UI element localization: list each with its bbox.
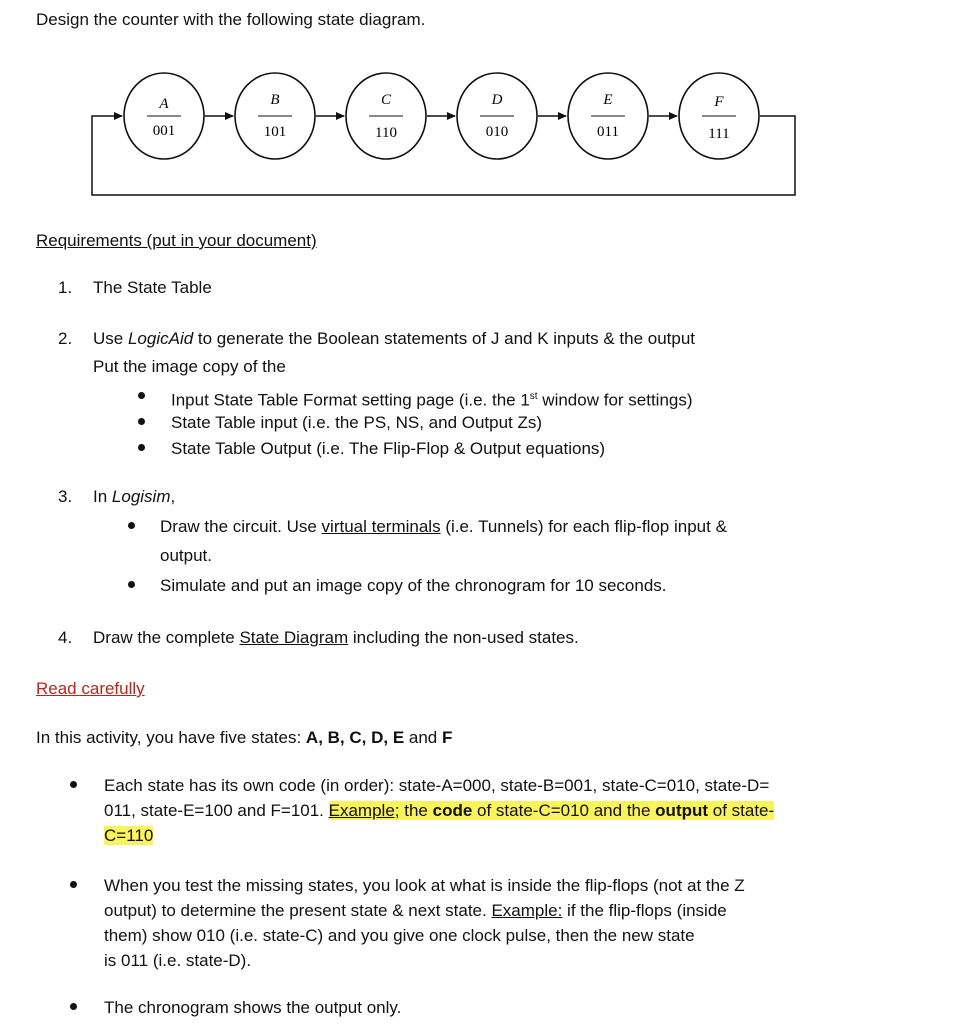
item-1-text: The State Table [93,278,212,297]
state-e [568,73,648,159]
item-3-number: 3. [58,487,73,506]
state-e-name: E [603,92,613,108]
state-e-code: 011 [597,124,619,140]
bullet-2-line-1: When you test the missing states, you look at what is inside the flip-flops (not at the Z [104,876,745,895]
state-f-code: 111 [708,126,730,142]
bullet-dot [128,522,135,529]
logisim-name: Logisim [111,487,171,506]
bullet-dot [70,1003,77,1010]
item-2-line-2: Put the image copy of the [93,357,286,376]
bullet-dot [70,881,77,888]
state-b [235,73,315,159]
state-c-code: 110 [375,125,397,141]
read-carefully-heading: Read carefully [36,679,145,698]
bullet-1-line-1: Each state has its own code (in order): state-A=000, state-B=001, state-C=010, state-D= [104,776,770,795]
item-4-number: 4. [58,628,73,647]
bullet-1-line-2: 011, state-E=100 and F=101. Example; the code of state-C=010 and the output of state- [104,801,775,820]
item-3-bullet-1-line-2: output. [160,546,212,565]
state-c-name: C [380,92,392,108]
bullet-2-line-2: output) to determine the present state & next state. Example: if the flip-flops (inside [104,901,727,920]
state-d-name: D [491,92,503,108]
bullet-dot [138,444,145,451]
state-b-name: B [270,92,280,108]
bullet-dot [128,581,135,588]
bullet-2-line-4: is 011 (i.e. state-D). [104,951,252,970]
state-c [346,73,426,159]
virtual-terminals-link: virtual terminals [321,517,441,536]
bullet-1-line-3: C=110 [104,826,154,845]
item-2-bullet-3: State Table Output (i.e. The Flip-Flop & Output equations) [171,439,606,458]
item-3-bullet-1: Draw the circuit. Use virtual terminals (i.e. Tunnels) for each flip-flop input & [160,517,727,536]
item-3-text: In Logisim, [93,487,176,506]
state-f-name: F [714,94,724,110]
bullet-3-text: The chronogram shows the output only. [104,998,402,1017]
five-states-line: In this activity, you have five states: A, B, C, D, E and F [36,728,453,747]
state-f [679,73,759,159]
item-4-text: Draw the complete State Diagram including the non-used states. [93,628,579,647]
state-b-code: 101 [263,124,287,140]
state-a-name: A [159,96,169,112]
item-2-bullet-1: Input State Table Format setting page (i.e. the 1st window for settings) [171,390,693,410]
item-3-bullet-2: Simulate and put an image copy of the chronogram for 10 seconds. [160,576,667,595]
bullet-2-line-3: them) show 010 (i.e. state-C) and you give one clock pulse, then the new state [104,926,695,945]
item-1-number: 1. [58,278,73,297]
state-d-code: 010 [485,124,509,140]
bullet-dot [138,418,145,425]
state-diagram [0,0,954,210]
logicaid-name: LogicAid [127,329,194,348]
item-2-number: 2. [58,329,73,348]
requirements-title: Requirements (put in your document) [36,231,317,250]
state-a [124,73,204,159]
item-2-line-1: Use LogicAid to generate the Boolean statements of J and K inputs & the output [93,329,696,348]
item-2-bullet-2: State Table input (i.e. the PS, NS, and Output Zs) [171,413,543,432]
highlighted-example: Example; the code of state-C=010 and the output of state- [328,801,775,820]
bullet-dot [138,392,145,399]
state-a-code: 001 [152,123,176,139]
bullet-dot [70,781,77,788]
state-d [457,73,537,159]
state-diagram-link: State Diagram [239,628,349,647]
page-heading: Design the counter with the following state diagram. [36,10,426,29]
